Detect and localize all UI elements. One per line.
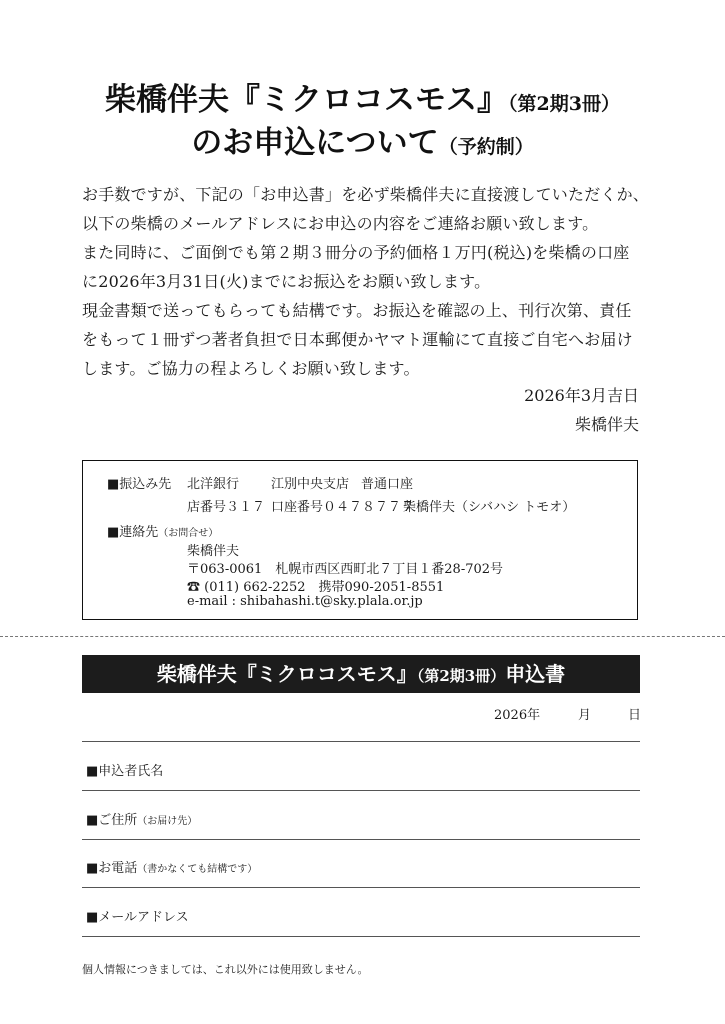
field-label-text: ■お電話 xyxy=(86,861,138,876)
page-title-line2 xyxy=(0,117,725,162)
page-title-line1 xyxy=(0,74,725,119)
form-date-day: 日 xyxy=(628,708,642,723)
banner-main: 柴橋伴夫『ミクロコスモス』 xyxy=(156,662,417,686)
banner-end: 申込書 xyxy=(505,662,566,686)
field-label-text: ■ご住所 xyxy=(86,813,138,828)
body-line: お手数ですが、下記の「お申込書」を必ず柴橋伴夫に直接渡していただくか、 xyxy=(82,185,650,204)
field-label-phone xyxy=(86,857,257,876)
field-line-phone[interactable] xyxy=(82,887,640,888)
intro-paragraph xyxy=(82,180,662,383)
contact-label-text: ■連絡先 xyxy=(107,525,159,540)
body-line: をもって１冊ずつ著者負担で日本郵便かヤマト運輸にて直接ご自宅へお届け xyxy=(82,330,633,349)
bank-name: 北洋銀行 xyxy=(187,477,240,492)
banner-sub: （第2期3冊） xyxy=(416,667,506,685)
field-label-address xyxy=(86,809,197,828)
body-line: 現金書類で送ってもらっても結構です。お振込を確認の上、刊行次第、責任 xyxy=(82,301,632,320)
body-line: に2026年3月31日(火)までにお振込をお願い致します。 xyxy=(82,272,491,291)
field-label-note: （書かなくても結構です） xyxy=(137,864,258,875)
field-label-text: ■申込者氏名 xyxy=(86,764,164,779)
title-main-2: のお申込について xyxy=(191,125,439,161)
field-line-email[interactable] xyxy=(82,936,640,937)
body-line: また同時に、ご面倒でも第２期３冊分の予約価格１万円(税込)を柴橋の口座 xyxy=(82,243,630,262)
title-sub: （第2期3冊） xyxy=(508,93,620,115)
account-number: 口座番号０４７８７７７ xyxy=(271,500,415,515)
contact-phone: ☎ (011) 662-2252 携帯090-2051-8551 xyxy=(187,580,445,595)
field-label-text: ■メールアドレス xyxy=(86,910,189,925)
payment-contact-box xyxy=(82,460,638,620)
cut-line xyxy=(0,636,725,637)
issue-date: 2026年3月吉日 xyxy=(524,386,639,405)
body-line: 以下の柴橋のメールアドレスにお申込の内容をご連絡お願い致します。 xyxy=(82,214,599,233)
form-date-month: 月 xyxy=(578,708,592,723)
field-line-name[interactable] xyxy=(82,790,640,791)
title-main: 柴橋伴夫『ミクロコスモス』 xyxy=(105,82,509,118)
field-label-note: （お届け先） xyxy=(137,816,198,827)
signature: 柴橋伴夫 xyxy=(574,415,639,434)
bank-branch: 江別中央支店 xyxy=(271,477,350,492)
branch-number: 店番号３１７ xyxy=(187,500,266,515)
contact-label xyxy=(107,521,218,540)
contact-label-note: （お問合せ） xyxy=(158,528,219,539)
account-type: 普通口座 xyxy=(361,477,414,492)
contact-address: 〒063-0061 札幌市西区西町北７丁目１番28-702号 xyxy=(187,562,504,577)
field-line-address[interactable] xyxy=(82,839,640,840)
form-banner xyxy=(82,655,640,693)
field-label-name xyxy=(86,760,163,779)
bank-label: ■振込み先 xyxy=(107,477,172,492)
account-holder: 柴橋伴夫（シバハシ トモオ） xyxy=(403,500,576,515)
contact-name: 柴橋伴夫 xyxy=(187,544,240,559)
contact-email: e-mail : shibahashi.t@sky.plala.or.jp xyxy=(187,594,423,609)
field-label-email xyxy=(86,906,189,925)
form-date-year: 2026年 xyxy=(494,708,541,723)
field-divider xyxy=(82,741,640,742)
title-sub-2: （予約制） xyxy=(438,136,534,158)
privacy-note: 個人情報につきましては、これ以外には使用致しません。 xyxy=(82,963,369,976)
body-line: します。ご協力の程よろしくお願い致します。 xyxy=(82,359,420,378)
